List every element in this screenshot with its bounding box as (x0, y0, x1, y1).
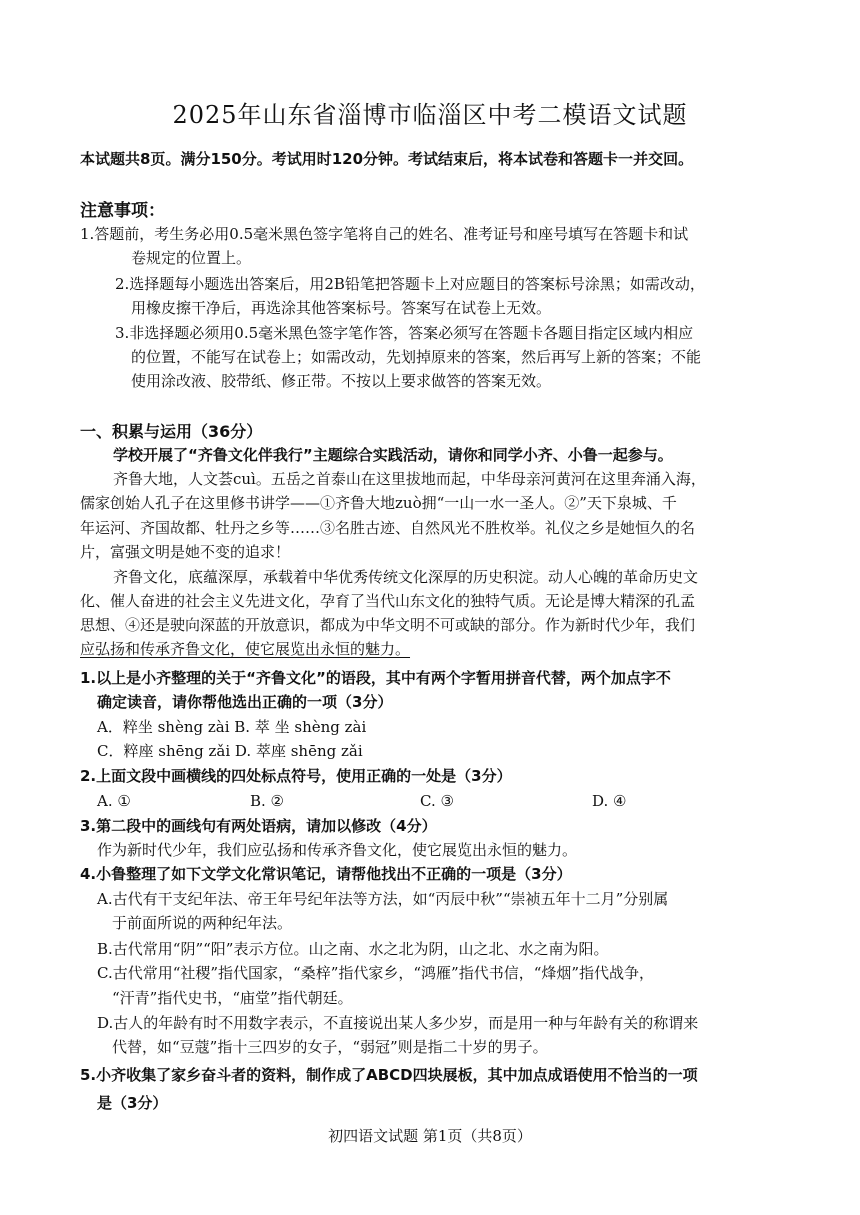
para2-line-2: 化、催人奋进的社会主义先进文化，孕育了当代山东文化的独特气质。无论是博大精深的孔孟 (80, 592, 696, 610)
notice-item-3-line-1: 3.非选择题必须用0.5毫米黑色签字笔作答，答案必须写在答题卡各题目指定区域内相应 (115, 324, 694, 342)
q4-option-d-line-2: 代替，如“豆蔻”指十三四岁的女子，“弱冠”则是指二十岁的男子。 (112, 1038, 548, 1056)
notice-item-3-line-2: 的位置，不能写在试卷上；如需改动，先划掉原来的答案，然后再写上新的答案；不能 (131, 348, 702, 366)
q1-stem-line-1: 1.以上是小齐整理的关于“齐鲁文化”的语段，其中有两个字暂用拼音代替，两个加点字不 (80, 669, 671, 687)
q4-option-a-line-1: A.古代有干支纪年法、帝王年号纪年法等方法，如“丙辰中秋”“崇祯五年十二月”分别属 (97, 890, 669, 908)
q4-option-c-line-1: C.古代常用“社稷”指代国家，“桑梓”指代家乡，“鸿雁”指代书信，“烽烟”指代战争， (97, 964, 655, 982)
exam-intro: 本试题共8页。满分150分。考试用时120分钟。考试结束后，将本试卷和答题卡一并交回。 (80, 150, 694, 168)
para2-line-3: 思想、④还是驶向深蓝的开放意识，都成为中华文明不可或缺的部分。作为新时代少年，我们 (80, 616, 696, 634)
notice-heading: 注意事项： (80, 201, 165, 221)
q4-option-a-line-2: 于前面所说的两种纪年法。 (112, 914, 293, 932)
notice-item-3-line-3: 使用涂改液、胶带纸、修正带。不按以上要求做答的答案无效。 (131, 372, 552, 390)
q2-option-c: C. ③ (420, 792, 454, 810)
q1-options-row-1: A．粹坐 shèng zài B. 萃 坐 shèng zài (97, 718, 367, 736)
exam-title: 2025年山东省淄博市临淄区中考二模语文试题 (172, 101, 688, 129)
para1-line-1: 齐鲁大地，人文荟cuì。五岳之首泰山在这里拔地而起，中华母亲河黄河在这里奔涌入海， (113, 470, 706, 488)
notice-item-1-line-1: 1.答题前，考生务必用0.5毫米黑色签字笔将自己的姓名、准考证号和座号填写在答题卡和试 (80, 225, 689, 243)
notice-item-1-line-2: 卷规定的位置上。 (131, 249, 252, 267)
notice-item-2-line-2: 用橡皮擦干净后，再选涂其他答案标号。答案写在试卷上无效。 (131, 299, 552, 317)
q5-stem-line-2: 是（3分） (97, 1094, 168, 1112)
q2-option-a: A. ① (97, 792, 131, 810)
page-footer: 初四语文试题 第1页（共8页） (328, 1127, 532, 1145)
q4-option-d-line-1: D.古人的年龄有时不用数字表示，不直接说出某人多少岁，而是用一种与年龄有关的称谓来 (97, 1014, 699, 1032)
q1-options-row-2: C．粹座 shēng zǎi D. 萃座 shēng zǎi (97, 742, 363, 760)
notice-item-2-line-1: 2.选择题每小题选出答案后，用2B铅笔把答题卡上对应题目的答案标号涂黑；如需改动， (115, 275, 705, 293)
q2-option-d: D. ④ (592, 792, 627, 810)
q3-sentence: 作为新时代少年，我们应弘扬和传承齐鲁文化，使它展览出永恒的魅力。 (97, 841, 578, 859)
para2-line-1: 齐鲁文化，底蕴深厚，承载着中华优秀传统文化深厚的历史积淀。动人心魄的革命历史文 (113, 568, 699, 586)
q3-stem: 3.第二段中的画线句有两处语病，请加以修改（4分） (80, 817, 437, 835)
section1-lead: 学校开展了“齐鲁文化伴我行”主题综合实践活动，请你和同学小齐、小鲁一起参与。 (113, 446, 673, 464)
q4-option-b: B.古代常用“阴”“阳”表示方位。山之南、水之北为阴，山之北、水之南为阳。 (97, 940, 609, 958)
para1-line-3: 年运河、齐国故都、牡丹之乡等……③名胜古迹、自然风光不胜枚举。礼仪之乡是她恒久的名 (80, 519, 696, 537)
q4-option-c-line-2: “汗青”指代史书，“庙堂”指代朝廷。 (112, 989, 353, 1007)
q2-stem: 2.上面文段中画横线的四处标点符号，使用正确的一处是（3分） (80, 767, 512, 785)
para1-line-4: 片，富强文明是她不变的追求！ (80, 543, 291, 561)
q2-option-b: B. ② (250, 792, 285, 810)
q4-stem: 4.小鲁整理了如下文学文化常识笔记，请帮他找出不正确的一项是（3分） (80, 865, 572, 883)
q1-stem-line-2: 确定读音，请你帮他选出正确的一项（3分） (97, 693, 393, 711)
para2-line-4: 应弘扬和传承齐鲁文化，使它展览出永恒的魅力。 (80, 640, 411, 658)
section1-heading: 一、积累与运用（36分） (80, 422, 263, 441)
para1-line-2: 儒家创始人孔子在这里修书讲学——①齐鲁大地zuò拥“一山一水一圣人。②”天下泉城、千 (80, 494, 677, 512)
q5-stem-line-1: 5.小齐收集了家乡奋斗者的资料，制作成了ABCD四块展板，其中加点成语使用不恰当的一项 (80, 1066, 698, 1084)
